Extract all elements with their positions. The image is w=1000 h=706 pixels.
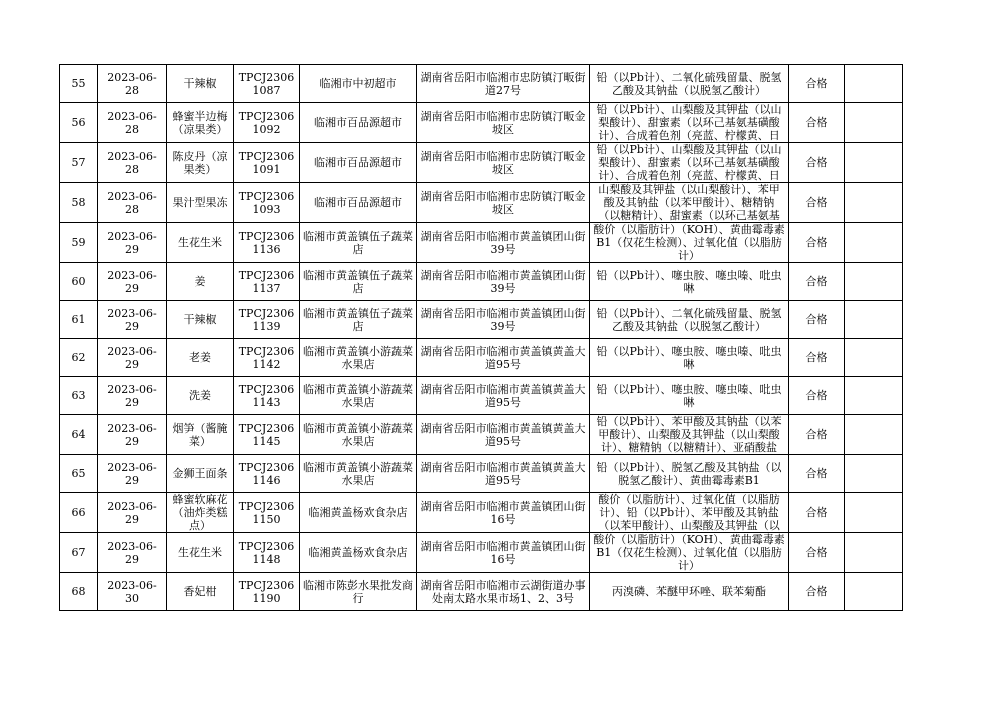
unit-address-cell-text: 湖南省岳阳市临湘市忠防镇汀畈金坡区 <box>420 149 586 176</box>
sample-code-cell <box>234 223 300 263</box>
sampling-date-cell <box>98 573 167 611</box>
sampling-date-cell-text: 2023-06-29 <box>107 306 157 333</box>
result-cell-text: 合格 <box>805 546 828 559</box>
unit-address-cell-text: 湖南省岳阳市临湘市黄盖镇团山街39号 <box>420 268 586 295</box>
product-name-cell-text: 金狮王面条 <box>172 467 228 480</box>
product-name-cell <box>167 65 234 103</box>
result-cell-text: 合格 <box>805 196 828 209</box>
remark-cell <box>845 263 903 301</box>
result-cell-text: 合格 <box>805 156 828 169</box>
sampled-unit-cell <box>300 301 417 339</box>
product-name-cell <box>167 377 234 415</box>
sampling-date-cell-text: 2023-06-29 <box>107 382 157 409</box>
table-row <box>60 415 903 455</box>
unit-address-cell-text: 湖南省岳阳市临湘市黄盖镇团山街16号 <box>420 539 586 566</box>
unit-address-cell-text: 湖南省岳阳市临湘市黄盖镇黄盖大道95号 <box>420 421 586 448</box>
sample-code-cell <box>234 263 300 301</box>
sample-code-cell-text: TPCJ23061137 <box>238 268 295 295</box>
product-name-cell-text: 姜 <box>194 275 206 288</box>
sampling-date-cell-text: 2023-06-28 <box>107 149 157 176</box>
sample-code-cell-text: TPCJ23061145 <box>238 421 295 448</box>
row-number-cell-text: 64 <box>71 428 86 441</box>
result-cell <box>789 573 845 611</box>
remark-cell <box>845 301 903 339</box>
test-items-cell <box>590 263 789 301</box>
product-name-cell-text: 陈皮丹（凉果类） <box>172 149 228 176</box>
result-cell <box>789 533 845 573</box>
sampled-unit-cell-text: 临湘市百品源超市 <box>314 196 402 209</box>
row-number-cell-text: 65 <box>71 467 86 480</box>
sampled-unit-cell <box>300 339 417 377</box>
sampled-unit-cell <box>300 143 417 183</box>
product-name-cell <box>167 143 234 183</box>
product-name-cell-text: 蜂蜜软麻花（油炸类糕点） <box>172 493 228 532</box>
table-row <box>60 103 903 143</box>
test-items-cell-text: 酸价（以脂肪计）（KOH）、黄曲霉毒素B1（仅花生检测）、过氧化值（以脂肪计） <box>593 223 785 262</box>
result-cell <box>789 339 845 377</box>
row-number-cell <box>60 223 98 263</box>
row-number-cell <box>60 103 98 143</box>
test-items-cell <box>590 455 789 493</box>
sampling-date-cell <box>98 103 167 143</box>
row-number-cell <box>60 377 98 415</box>
sampling-date-cell <box>98 183 167 223</box>
remark-cell <box>845 103 903 143</box>
result-cell-text: 合格 <box>805 506 828 519</box>
test-items-cell <box>590 377 789 415</box>
sampling-date-cell-text: 2023-06-29 <box>107 460 157 487</box>
unit-address-cell <box>417 65 590 103</box>
test-items-cell-text: 丙溴磷、苯醚甲环唑、联苯菊酯 <box>612 585 766 598</box>
unit-address-cell-text: 湖南省岳阳市临湘市黄盖镇团山街39号 <box>420 306 586 333</box>
sampled-unit-cell-text: 临湘黄盖杨欢食杂店 <box>308 506 408 519</box>
row-number-cell <box>60 415 98 455</box>
sampling-date-cell-text: 2023-06-28 <box>107 109 157 136</box>
row-number-cell <box>60 263 98 301</box>
sampled-unit-cell <box>300 65 417 103</box>
sampling-date-cell-text: 2023-06-29 <box>107 344 157 371</box>
result-cell <box>789 377 845 415</box>
unit-address-cell-text: 湖南省岳阳市临湘市忠防镇汀畈街道27号 <box>420 70 586 97</box>
remark-cell <box>845 223 903 263</box>
sampled-unit-cell <box>300 223 417 263</box>
sampled-unit-cell-text: 临湘市黄盖镇小游蔬菜水果店 <box>303 382 413 409</box>
row-number-cell-text: 63 <box>71 389 86 402</box>
result-cell <box>789 223 845 263</box>
result-cell-text: 合格 <box>805 351 828 364</box>
sample-code-cell <box>234 301 300 339</box>
unit-address-cell <box>417 103 590 143</box>
table-body <box>60 65 903 611</box>
product-name-cell-text: 生花生米 <box>178 236 222 249</box>
result-cell-text: 合格 <box>805 389 828 402</box>
remark-cell <box>845 533 903 573</box>
row-number-cell <box>60 493 98 533</box>
result-cell-text: 合格 <box>805 77 828 90</box>
table-row <box>60 455 903 493</box>
sample-code-cell-text: TPCJ23061093 <box>238 189 295 216</box>
sample-code-cell-text: TPCJ23061148 <box>238 539 295 566</box>
unit-address-cell-text: 湖南省岳阳市临湘市忠防镇汀畈金坡区 <box>420 109 586 136</box>
result-cell-text: 合格 <box>805 236 828 249</box>
row-number-cell-text: 55 <box>71 77 86 90</box>
product-name-cell <box>167 493 234 533</box>
result-cell <box>789 493 845 533</box>
row-number-cell-text: 58 <box>71 196 86 209</box>
sampling-date-cell-text: 2023-06-28 <box>107 189 157 216</box>
sampling-date-cell <box>98 533 167 573</box>
product-name-cell <box>167 339 234 377</box>
sample-code-cell-text: TPCJ23061146 <box>238 460 295 487</box>
product-name-cell <box>167 301 234 339</box>
remark-cell <box>845 415 903 455</box>
result-cell <box>789 263 845 301</box>
result-cell <box>789 415 845 455</box>
result-cell <box>789 143 845 183</box>
row-number-cell-text: 57 <box>71 156 86 169</box>
test-items-cell-text: 铅（以Pb计）、山梨酸及其钾盐（以山梨酸计）、甜蜜素（以环己基氨基磺酸计）、合成着色剂（亮蓝、柠檬黄、日 <box>596 143 782 182</box>
inspection-table <box>59 64 903 611</box>
result-cell-text: 合格 <box>805 275 828 288</box>
table-row <box>60 533 903 573</box>
sampled-unit-cell <box>300 533 417 573</box>
test-items-cell <box>590 573 789 611</box>
product-name-cell <box>167 183 234 223</box>
sampling-date-cell-text: 2023-06-29 <box>107 421 157 448</box>
sampled-unit-cell-text: 临湘市陈彭水果批发商行 <box>303 578 413 605</box>
test-items-cell <box>590 301 789 339</box>
sample-code-cell <box>234 143 300 183</box>
product-name-cell-text: 洗姜 <box>189 389 211 402</box>
result-cell-text: 合格 <box>805 428 828 441</box>
sampled-unit-cell-text: 临湘市黄盖镇小游蔬菜水果店 <box>303 421 413 448</box>
sampling-date-cell-text: 2023-06-29 <box>107 539 157 566</box>
unit-address-cell <box>417 377 590 415</box>
product-name-cell-text: 蜂蜜半边梅（凉果类） <box>172 109 228 136</box>
table-row <box>60 65 903 103</box>
product-name-cell-text: 生花生米 <box>178 546 222 559</box>
sampled-unit-cell-text: 临湘市百品源超市 <box>314 156 402 169</box>
sampled-unit-cell <box>300 415 417 455</box>
sampled-unit-cell <box>300 183 417 223</box>
sample-code-cell <box>234 493 300 533</box>
test-items-cell-text: 铅（以Pb计）、噻虫胺、噻虫嗪、吡虫啉 <box>596 344 782 371</box>
sample-code-cell <box>234 573 300 611</box>
sample-code-cell <box>234 183 300 223</box>
product-name-cell-text: 干辣椒 <box>183 313 217 326</box>
table-row <box>60 573 903 611</box>
test-items-cell-text: 铅（以Pb计）、噻虫胺、噻虫嗪、吡虫啉 <box>596 382 782 409</box>
row-number-cell-text: 60 <box>71 275 86 288</box>
unit-address-cell-text: 湖南省岳阳市临湘市忠防镇汀畈金坡区 <box>420 189 586 216</box>
result-cell-text: 合格 <box>805 467 828 480</box>
sampling-date-cell <box>98 65 167 103</box>
test-items-cell-text: 铅（以Pb计）、二氧化硫残留量、脱氢乙酸及其钠盐（以脱氢乙酸计） <box>596 306 782 333</box>
product-name-cell <box>167 533 234 573</box>
unit-address-cell <box>417 339 590 377</box>
sampled-unit-cell <box>300 103 417 143</box>
row-number-cell-text: 67 <box>71 546 86 559</box>
sampled-unit-cell-text: 临湘市中初超市 <box>319 77 397 90</box>
unit-address-cell <box>417 493 590 533</box>
result-cell <box>789 301 845 339</box>
row-number-cell <box>60 143 98 183</box>
sample-code-cell-text: TPCJ23061150 <box>238 499 295 526</box>
sampling-date-cell <box>98 143 167 183</box>
test-items-cell <box>590 493 789 533</box>
sample-code-cell <box>234 339 300 377</box>
test-items-cell-text: 酸价（以脂肪计）（KOH）、黄曲霉毒素B1（仅花生检测）、过氧化值（以脂肪计） <box>593 533 785 572</box>
test-items-cell-text: 铅（以Pb计）、脱氢乙酸及其钠盐（以脱氢乙酸计）、黄曲霉毒素B1 <box>596 460 782 487</box>
sample-code-cell-text: TPCJ23061142 <box>238 344 295 371</box>
sampling-date-cell-text: 2023-06-29 <box>107 499 157 526</box>
sampling-date-cell <box>98 377 167 415</box>
result-cell-text: 合格 <box>805 585 828 598</box>
row-number-cell-text: 68 <box>71 585 86 598</box>
product-name-cell <box>167 223 234 263</box>
product-name-cell-text: 烟笋（酱腌菜） <box>172 421 228 448</box>
unit-address-cell-text: 湖南省岳阳市临湘市云湖街道办事处南太路水果市场1、2、3号 <box>420 578 586 605</box>
product-name-cell-text: 果汁型果冻 <box>172 196 228 209</box>
table-row <box>60 377 903 415</box>
test-items-cell <box>590 415 789 455</box>
row-number-cell <box>60 573 98 611</box>
sampled-unit-cell <box>300 377 417 415</box>
sample-code-cell-text: TPCJ23061139 <box>238 306 295 333</box>
product-name-cell-text: 干辣椒 <box>183 77 217 90</box>
sampled-unit-cell-text: 临湘市黄盖镇伍子蔬菜店 <box>303 268 413 295</box>
unit-address-cell-text: 湖南省岳阳市临湘市黄盖镇团山街39号 <box>420 229 586 256</box>
sampling-date-cell <box>98 263 167 301</box>
unit-address-cell <box>417 223 590 263</box>
sampled-unit-cell-text: 临湘市黄盖镇伍子蔬菜店 <box>303 229 413 256</box>
sampling-date-cell <box>98 301 167 339</box>
row-number-cell <box>60 455 98 493</box>
sampling-date-cell <box>98 455 167 493</box>
table-row <box>60 223 903 263</box>
sampled-unit-cell-text: 临湘黄盖杨欢食杂店 <box>308 546 408 559</box>
unit-address-cell <box>417 455 590 493</box>
table-row <box>60 339 903 377</box>
test-items-cell <box>590 103 789 143</box>
result-cell <box>789 455 845 493</box>
sampling-date-cell-text: 2023-06-28 <box>107 70 157 97</box>
unit-address-cell <box>417 143 590 183</box>
remark-cell <box>845 455 903 493</box>
row-number-cell <box>60 301 98 339</box>
result-cell <box>789 65 845 103</box>
unit-address-cell-text: 湖南省岳阳市临湘市黄盖镇团山街16号 <box>420 499 586 526</box>
product-name-cell <box>167 573 234 611</box>
unit-address-cell <box>417 573 590 611</box>
unit-address-cell <box>417 183 590 223</box>
remark-cell <box>845 143 903 183</box>
product-name-cell <box>167 263 234 301</box>
unit-address-cell <box>417 533 590 573</box>
remark-cell <box>845 339 903 377</box>
row-number-cell-text: 59 <box>71 236 86 249</box>
sampling-date-cell <box>98 339 167 377</box>
sampled-unit-cell-text: 临湘市黄盖镇小游蔬菜水果店 <box>303 344 413 371</box>
row-number-cell-text: 56 <box>71 116 86 129</box>
row-number-cell-text: 61 <box>71 313 86 326</box>
row-number-cell <box>60 183 98 223</box>
sampled-unit-cell <box>300 263 417 301</box>
sample-code-cell <box>234 65 300 103</box>
table-row <box>60 493 903 533</box>
sample-code-cell-text: TPCJ23061087 <box>238 70 295 97</box>
sampled-unit-cell <box>300 573 417 611</box>
table-row <box>60 183 903 223</box>
remark-cell <box>845 573 903 611</box>
test-items-cell <box>590 339 789 377</box>
test-items-cell <box>590 65 789 103</box>
sample-code-cell-text: TPCJ23061143 <box>238 382 295 409</box>
test-items-cell-text: 铅（以Pb计）、山梨酸及其钾盐（以山梨酸计）、甜蜜素（以环己基氨基磺酸计）、合成着色剂（亮蓝、柠檬黄、日 <box>596 103 782 142</box>
test-items-cell-text: 山梨酸及其钾盐（以山梨酸计）、苯甲酸及其钠盐（以苯甲酸计）、糖精钠（以糖精计）、甜蜜素（以环己基氨基 <box>598 183 780 222</box>
sampling-date-cell <box>98 223 167 263</box>
sampled-unit-cell-text: 临湘市黄盖镇伍子蔬菜店 <box>303 306 413 333</box>
test-items-cell-text: 铅（以Pb计）、苯甲酸及其钠盐（以苯甲酸计）、山梨酸及其钾盐（以山梨酸计）、糖精钠（以糖精计）、亚硝酸盐 <box>596 415 782 454</box>
unit-address-cell-text: 湖南省岳阳市临湘市黄盖镇黄盖大道95号 <box>420 344 586 371</box>
sample-code-cell-text: TPCJ23061190 <box>238 578 295 605</box>
sampling-date-cell-text: 2023-06-29 <box>107 229 157 256</box>
test-items-cell <box>590 533 789 573</box>
test-items-cell <box>590 183 789 223</box>
test-items-cell-text: 酸价（以脂肪计）、过氧化值（以脂肪计）、铅（以Pb计）、苯甲酸及其钠盐（以苯甲酸计）、山梨酸及其钾盐（以 <box>598 493 780 532</box>
unit-address-cell <box>417 263 590 301</box>
unit-address-cell <box>417 415 590 455</box>
row-number-cell <box>60 339 98 377</box>
sample-code-cell-text: TPCJ23061091 <box>238 149 295 176</box>
test-items-cell-text: 铅（以Pb计）、二氧化硫残留量、脱氢乙酸及其钠盐（以脱氢乙酸计） <box>596 70 782 97</box>
test-items-cell <box>590 143 789 183</box>
remark-cell <box>845 377 903 415</box>
sample-code-cell-text: TPCJ23061136 <box>238 229 295 256</box>
sample-code-cell <box>234 415 300 455</box>
product-name-cell-text: 香妃柑 <box>183 585 217 598</box>
row-number-cell-text: 62 <box>71 351 86 364</box>
result-cell-text: 合格 <box>805 116 828 129</box>
row-number-cell <box>60 533 98 573</box>
table-row <box>60 263 903 301</box>
row-number-cell-text: 66 <box>71 506 86 519</box>
result-cell <box>789 183 845 223</box>
unit-address-cell-text: 湖南省岳阳市临湘市黄盖镇黄盖大道95号 <box>420 382 586 409</box>
product-name-cell-text: 老姜 <box>189 351 211 364</box>
sampled-unit-cell-text: 临湘市百品源超市 <box>314 116 402 129</box>
unit-address-cell-text: 湖南省岳阳市临湘市黄盖镇黄盖大道95号 <box>420 460 586 487</box>
sampled-unit-cell-text: 临湘市黄盖镇小游蔬菜水果店 <box>303 460 413 487</box>
product-name-cell <box>167 415 234 455</box>
sampled-unit-cell <box>300 455 417 493</box>
product-name-cell <box>167 103 234 143</box>
sample-code-cell-text: TPCJ23061092 <box>238 109 295 136</box>
table-row <box>60 301 903 339</box>
result-cell <box>789 103 845 143</box>
sample-code-cell <box>234 377 300 415</box>
result-cell-text: 合格 <box>805 313 828 326</box>
remark-cell <box>845 65 903 103</box>
table-row <box>60 143 903 183</box>
sampling-date-cell <box>98 415 167 455</box>
sample-code-cell <box>234 533 300 573</box>
remark-cell <box>845 493 903 533</box>
sample-code-cell <box>234 103 300 143</box>
sampled-unit-cell <box>300 493 417 533</box>
test-items-cell <box>590 223 789 263</box>
sampling-date-cell <box>98 493 167 533</box>
row-number-cell <box>60 65 98 103</box>
sampling-date-cell-text: 2023-06-30 <box>107 578 157 605</box>
product-name-cell <box>167 455 234 493</box>
sample-code-cell <box>234 455 300 493</box>
test-items-cell-text: 铅（以Pb计）、噻虫胺、噻虫嗪、吡虫啉 <box>596 268 782 295</box>
remark-cell <box>845 183 903 223</box>
sampling-date-cell-text: 2023-06-29 <box>107 268 157 295</box>
unit-address-cell <box>417 301 590 339</box>
